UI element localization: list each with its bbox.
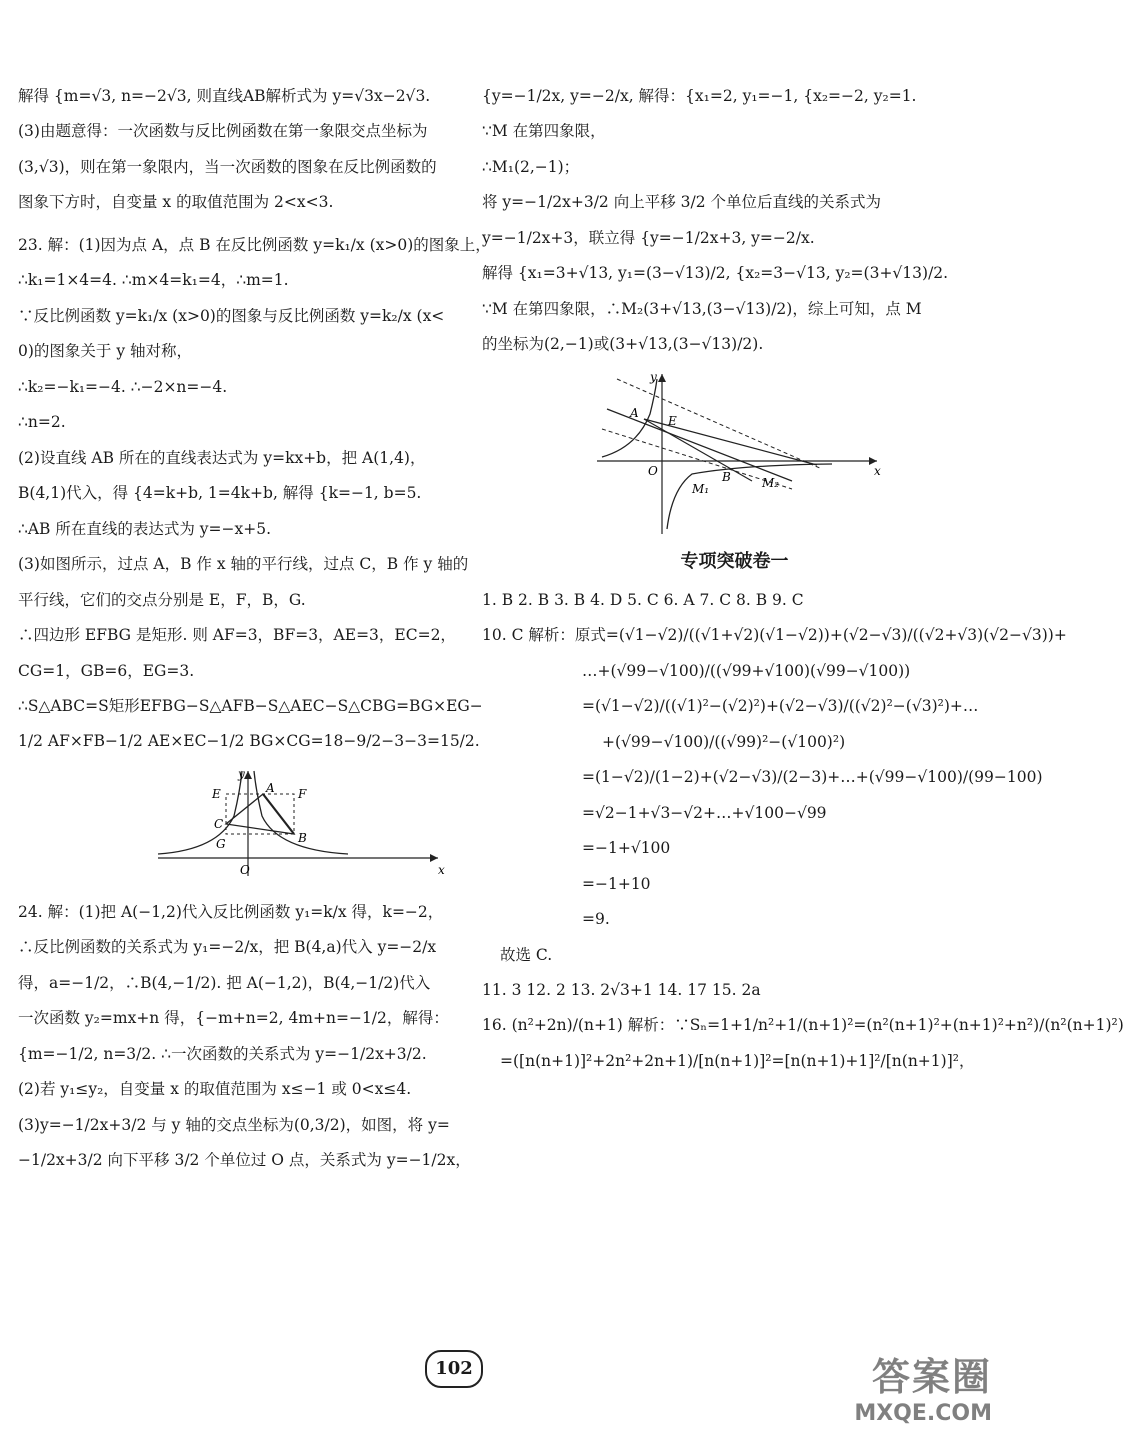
text-line: 10. C 解析：原式=(√1−√2)/((√1+√2)(√1−√2))+(√2−√3)/((√2+√3)(√2−√3))+ bbox=[482, 626, 1067, 645]
text-line: ∴n=2. bbox=[18, 413, 66, 432]
text-line: 1/2 AF×FB−1/2 AE×EC−1/2 BG×CG=18−9/2−3−3=15/2. bbox=[18, 732, 480, 751]
text-line: (2)若 y₁≤y₂，自变量 x 的取值范围为 x≤−1 或 0<x≤4. bbox=[18, 1080, 412, 1099]
text-line: (2)设直线 AB 所在的直线表达式为 y=kx+b，把 A(1,4)， bbox=[18, 448, 426, 467]
fig2-label: E bbox=[668, 413, 677, 428]
text-line: ∴k₁=1×4=4. ∴m×4=k₁=4，∴m=1. bbox=[18, 271, 289, 290]
fig2-label: x bbox=[874, 463, 881, 478]
text-line: 将 y=−1/2x+3/2 向上平移 3/2 个单位后直线的关系式为 bbox=[482, 193, 882, 212]
text-line: =−1+√100 bbox=[582, 839, 671, 858]
text-line: 解得 {x₁=3+√13, y₁=(3−√13)/2, {x₂=3−√13, y₂=(3+√13)/2. bbox=[482, 264, 949, 283]
fig1-label: B bbox=[298, 830, 307, 845]
figure-24-graph bbox=[592, 369, 892, 539]
text-line: {m=−1/2, n=3/2. ∴一次函数的关系式为 y=−1/2x+3/2. bbox=[18, 1044, 427, 1063]
text-line: 得，a=−1/2，∴B(4,−1/2). 把 A(−1,2)，B(4,−1/2)代入 bbox=[18, 973, 431, 992]
figure-23-graph bbox=[138, 766, 468, 881]
text-line: 16. (n²+2n)/(n+1) 解析：∵Sₙ=1+1/n²+1/(n+1)²=(n²(n+1)²+(n+1)²+n²)/(n²(n+1)²) bbox=[482, 1016, 1124, 1035]
text-line: 0)的图象关于 y 轴对称， bbox=[18, 342, 193, 361]
text-line: 平行线，它们的交点分别是 E，F，B，G. bbox=[18, 590, 306, 609]
text-line: 11. 3 12. 2 13. 2√3+1 14. 17 15. 2a bbox=[482, 981, 761, 999]
fig2-label: O bbox=[648, 463, 658, 478]
text-line: y=−1/2x+3，联立得 {y=−1/2x+3, y=−2/x. bbox=[482, 228, 815, 247]
text-line: CG=1，GB=6，EG=3. bbox=[18, 661, 195, 680]
right-column bbox=[482, 85, 1124, 1085]
fig2-label: M₁ bbox=[692, 481, 710, 496]
fig1-label: C bbox=[214, 816, 224, 831]
fig2-label: A bbox=[630, 405, 639, 420]
fig1-label: x bbox=[438, 862, 445, 877]
fig1-label: G bbox=[216, 836, 226, 851]
text-line: 一次函数 y₂=mx+n 得，{−m+n=2, 4m+n=−1/2，解得： bbox=[18, 1009, 449, 1028]
text-line: ∴S△ABC=S矩形EFBG−S△AFB−S△AEC−S△CBG=BG×EG− bbox=[18, 696, 483, 715]
text-line: (3)y=−1/2x+3/2 与 y 轴的交点坐标为(0,3/2)，如图，将 y= bbox=[18, 1115, 450, 1134]
text-line: =−1+10 bbox=[582, 874, 651, 893]
text-line: ∴AB 所在直线的表达式为 y=−x+5. bbox=[18, 519, 272, 538]
text-line: (3)由题意得：一次函数与反比例函数在第一象限交点坐标为 bbox=[18, 122, 428, 141]
text-line: 故选 C. bbox=[500, 945, 553, 964]
page-number: 102 bbox=[425, 1350, 483, 1388]
text-line: 1. B 2. B 3. B 4. D 5. C 6. A 7. C 8. B 9. C bbox=[482, 590, 804, 609]
text-line: ∴M₁(2,−1)； bbox=[482, 157, 580, 176]
text-line: …+(√99−√100)/((√99+√100)(√99−√100)) bbox=[582, 661, 911, 680]
text-line: ∴反比例函数的关系式为 y₁=−2/x，把 B(4,a)代入 y=−2/x bbox=[18, 938, 437, 957]
text-line: =9. bbox=[582, 910, 610, 929]
watermark-text-bottom: MXQE.COM bbox=[854, 1401, 992, 1426]
text-line: ∵M 在第四象限，∴M₂(3+√13,(3−√13)/2)，综上可知，点 M bbox=[482, 299, 922, 318]
fig1-label: F bbox=[298, 786, 307, 801]
section-title: 专项突破卷一 bbox=[680, 550, 789, 572]
text-line: (3)如图所示，过点 A，B 作 x 轴的平行线，过点 C，B 作 y 轴的 bbox=[18, 555, 469, 574]
text-line: 解得 {m=√3, n=−2√3, 则直线AB解析式为 y=√3x−2√3. bbox=[18, 87, 431, 105]
text-line: −1/2x+3/2 向下平移 3/2 个单位过 O 点，关系式为 y=−1/2x， bbox=[18, 1151, 471, 1170]
question-23-heading: 23. 解：(1)因为点 A，点 B 在反比例函数 y=k₁/x (x>0)的图象上， bbox=[18, 235, 491, 254]
text-line: 的坐标为(2,−1)或(3+√13,(3−√13)/2). bbox=[482, 335, 764, 354]
fig2-label: B bbox=[722, 469, 731, 484]
text-line: +(√99−√100)/((√99)²−(√100)²) bbox=[602, 732, 846, 751]
text-line: =(1−√2)/(1−2)+(√2−√3)/(2−3)+…+(√99−√100)/(99−100) bbox=[582, 768, 1043, 787]
fig2-label: y bbox=[650, 369, 657, 384]
fig2-label: M₂ bbox=[762, 475, 780, 490]
text-line: ∴四边形 EFBG 是矩形. 则 AF=3，BF=3，AE=3，EC=2， bbox=[18, 626, 456, 645]
text-line: {y=−1/2x, y=−2/x, 解得：{x₁=2, y₁=−1, {x₂=−2, y₂=1. bbox=[482, 87, 917, 105]
fig1-label: E bbox=[212, 786, 221, 801]
text-line: B(4,1)代入，得 {4=k+b, 1=4k+b, 解得 {k=−1, b=5. bbox=[18, 484, 422, 503]
left-column bbox=[18, 85, 491, 1185]
fig1-label: y bbox=[238, 766, 245, 781]
text-line: (3,√3)，则在第一象限内，当一次函数的图象在反比例函数的 bbox=[18, 157, 437, 176]
text-line: 图象下方时，自变量 x 的取值范围为 2<x<3. bbox=[18, 193, 334, 212]
text-line: =√2−1+√3−√2+…+√100−√99 bbox=[582, 803, 827, 822]
text-line: ∴k₂=−k₁=−4. ∴−2×n=−4. bbox=[18, 377, 228, 396]
watermark-logo bbox=[854, 1346, 992, 1426]
question-24-heading: 24. 解：(1)把 A(−1,2)代入反比例函数 y₁=k/x 得，k=−2， bbox=[18, 902, 444, 921]
fig1-label: O bbox=[240, 862, 250, 877]
text-line: =(√1−√2)/((√1)²−(√2)²)+(√2−√3)/((√2)²−(√3)²)+… bbox=[582, 697, 979, 716]
watermark-text-top: 答案圈 bbox=[871, 1354, 992, 1399]
fig1-label: A bbox=[266, 780, 275, 795]
text-line: =([n(n+1)]²+2n²+2n+1)/[n(n+1)]²=[n(n+1)+1]²/[n(n+1)]²， bbox=[500, 1051, 975, 1070]
text-line: ∵M 在第四象限， bbox=[482, 122, 606, 141]
text-line: ∵反比例函数 y=k₁/x (x>0)的图象与反比例函数 y=k₂/x (x< bbox=[18, 306, 445, 325]
